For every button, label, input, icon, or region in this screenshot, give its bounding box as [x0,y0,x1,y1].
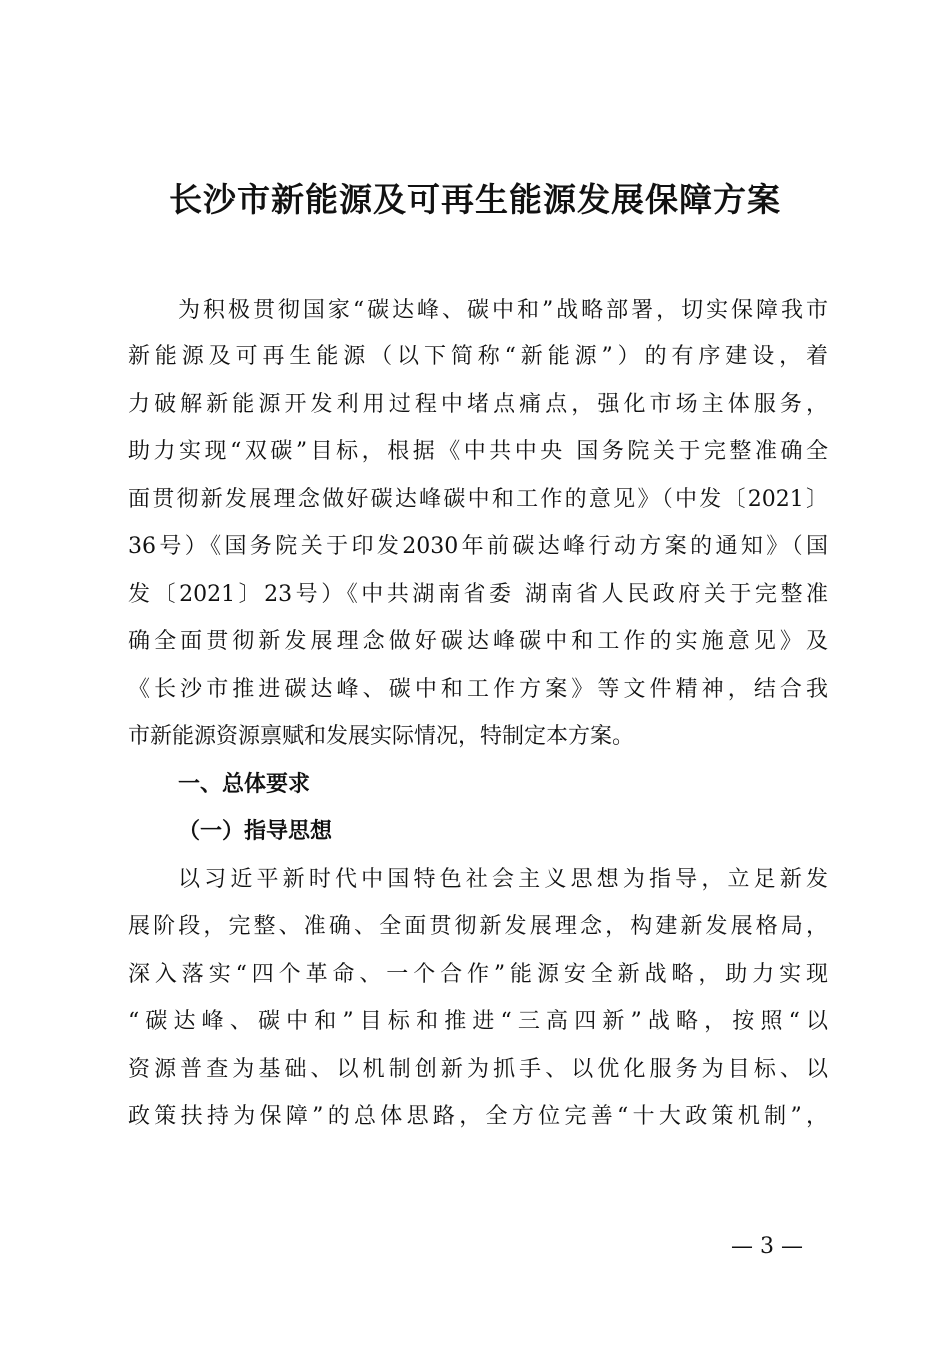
document-title: 长沙市新能源及可再生能源发展保障方案 [169,180,781,219]
page-number: — 3 — [731,1234,803,1259]
paragraph-line: 36号）《国务院关于印发2030年前碳达峰行动方案的通知》（国 [128,534,828,559]
paragraph-line: 深入落实“四个革命、一个合作”能源安全新战略，助力实现 [128,962,828,987]
paragraph-line: 以习近平新时代中国特色社会主义思想为指导，立足新发 [178,867,828,892]
section-heading: 一、总体要求 [178,772,311,797]
paragraph-line: 展阶段，完整、准确、全面贯彻新发展理念，构建新发展格局， [128,914,828,939]
paragraph-line: 确全面贯彻新发展理念做好碳达峰碳中和工作的实施意见》及 [128,629,828,654]
paragraph-line: 发〔2021〕23号）《中共湖南省委 湖南省人民政府关于完整准 [128,582,828,607]
paragraph-line: 新能源及可再生能源（以下简称“新能源”）的有序建设，着 [128,344,828,369]
paragraph-line: 为积极贯彻国家“碳达峰、碳中和”战略部署，切实保障我市 [178,298,828,323]
paragraph-line: 资源普查为基础、以机制创新为抓手、以优化服务为目标、以 [128,1057,828,1082]
paragraph-line: 政策扶持为保障”的总体思路，全方位完善“十大政策机制”， [128,1104,828,1129]
paragraph-line: 《长沙市推进碳达峰、碳中和工作方案》等文件精神，结合我 [128,677,828,702]
paragraph-line: 助力实现“双碳”目标，根据《中共中央 国务院关于完整准确全 [128,439,828,464]
paragraph-line: 力破解新能源开发利用过程中堵点痛点，强化市场主体服务， [128,392,828,417]
paragraph-line: “碳达峰、碳中和”目标和推进“三高四新”战略，按照“以 [128,1009,828,1034]
paragraph-line: 市新能源资源禀赋和发展实际情况，特制定本方案。 [128,724,635,749]
subsection-heading: （一）指导思想 [178,819,333,844]
paragraph-line: 面贯彻新发展理念做好碳达峰碳中和工作的意见》（中发〔2021〕 [128,487,828,512]
